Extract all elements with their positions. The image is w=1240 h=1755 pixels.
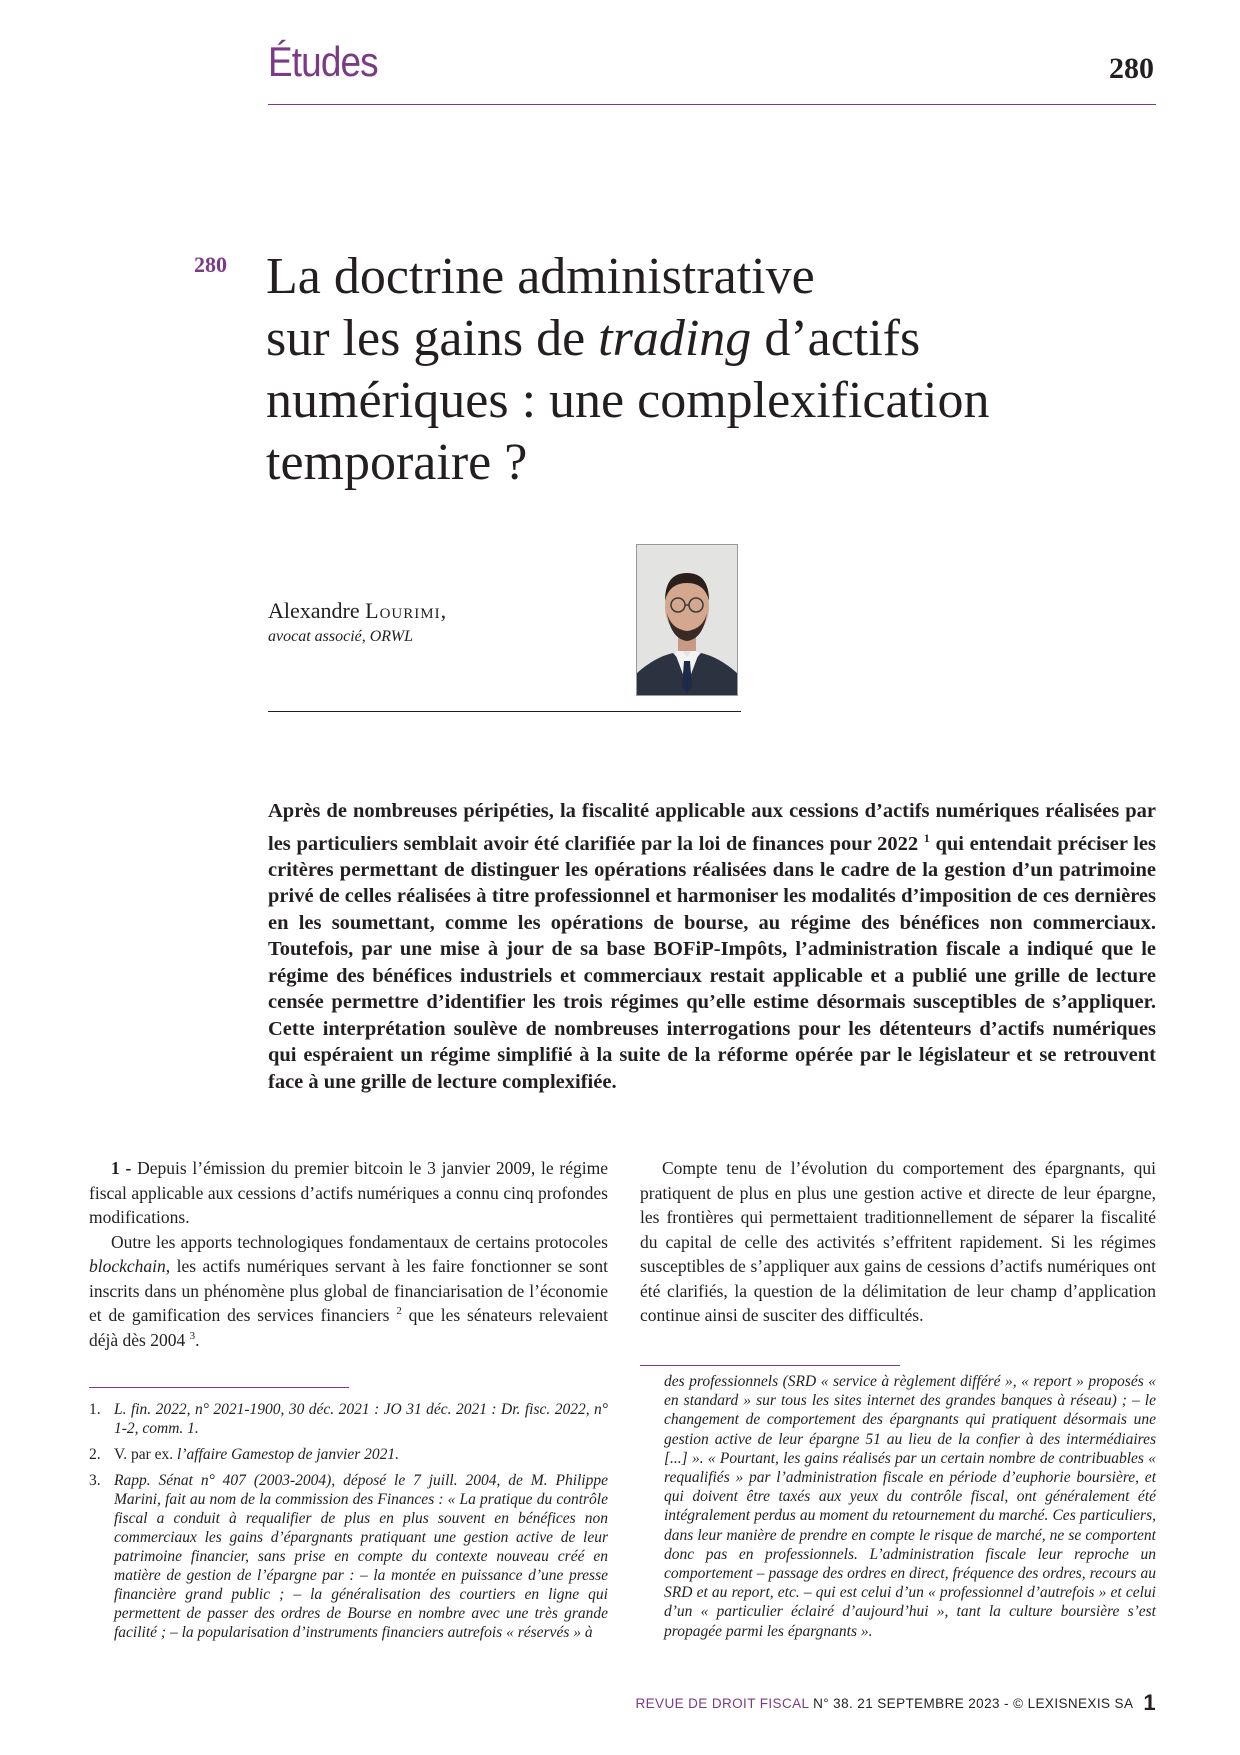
footnote-divider	[640, 1365, 900, 1366]
page-footer	[635, 1690, 1156, 1716]
title-line: La doctrine administrative	[266, 248, 815, 305]
footnote-ref[interactable]: 2	[396, 1305, 402, 1318]
title-line: temporaire ?	[266, 434, 528, 491]
footnote: 3. Rapp. Sénat n° 407 (2003-2004), déposé le 7 juill. 2004, de M. Philippe Marini, fait au nom de la commission des Finances : « La pratique du contrôle fiscal a conduit à requalifier de plus en plus souvent en bénéfices non commerciaux les gains d’épargnants pratiquant une gestion active de leur patrimoine financier, sans prise en compte du contexte nouveau créé en matière de gestion de l’épargne par : – la montée en puissance d’une presse financière grand public ; – la généralisation des courtiers en ligne qui permettent de passer des ordres de Bourse en nombre avec une très grande facilité ; – la popularisation d’instruments financiers autrefois « réservés » à	[89, 1472, 608, 1641]
body-paragraph: Compte tenu de l’évolution du comportement des épargnants, qui pratiquent de plus en plus une gestion active et directe de leur épargne, les frontières qui permettaient traditionnellement de séparer la fiscalité du capital de celle des activités s’effritent rapidement. Si les régimes susceptibles de s’appliquer aux gains de cessions d’actifs numériques ont été clarifiés, la question de la délimitation de leur champ d’application continue ainsi de susciter des difficultés.	[640, 1158, 1156, 1325]
article-number: 280	[194, 252, 227, 277]
footnote-continuation: des professionnels (SRD « service à règlement différé », « report » proposés « en standard » sur tous les sites internet des grandes banques à réseau) ; – le changement de comportement des épargnants qui pratiquent désormais une gestion active de leur épargne 51 au lieu de la confier à des intermédiaires [...] ». « Pourtant, les gains réalisés par un certain nombre de contribuables « requalifiés » par l’administration fiscale en période d’euphorie boursière, et qui doivent être taxés aux yeux du contrôle fiscal, ont généralement été intégralement perdus au moment du retournement du marché. Ces particuliers, dans leur manière de prendre en compte le risque de marché, ne se comportent donc pas en professionnels. L’administration fiscale leur reproche un comportement – passage des ordres en direct, fréquence des ordres, recours au SRD et au report, etc. – qui est celui d’un « professionnel d’autrefois » et celui d’un « particulier éclairé d’aujourd’hui », tant la culture boursière s’est propagée parmi les épargnants ».	[664, 1373, 1156, 1640]
header-divider	[268, 104, 1156, 105]
footer-page-number: 1	[1143, 1690, 1156, 1715]
author-divider	[268, 711, 741, 712]
footnote-divider	[89, 1387, 349, 1388]
footnotes	[89, 1400, 608, 1649]
author-name: Alexandre Lourimi,	[268, 598, 447, 623]
issue-info: N° 38. 21 SEPTEMBRE 2023 - © LEXISNEXIS SA	[808, 1696, 1134, 1711]
author-portrait-icon	[636, 544, 738, 696]
footnote: 2. V. par ex. l’affaire Gamestop de janvier 2021.	[89, 1446, 399, 1463]
abstract: Après de nombreuses péripéties, la fiscalité applicable aux cessions d’actifs numériques réalisées par les particuliers semblait avoir été clarifiée par la loi de finances pour 2022 $^1$ qui entendait préciser les critères permettant de distinguer les opérations réalisées dans le cadre de la gestion d’un patrimoine privé de celles réalisées à titre professionnel et harmoniser les modalités d’imposition de ces dernières en les soumettant, comme les opérations de bourse, au régime des bénéfices non commerciaux. Toutefois, par une mise à jour de sa base BOFiP-Impôts, l’administration fiscale a indiqué que le régime des bénéfices industriels et commerciaux restait applicable et a publié une grille de lecture censée permettre d’identifier les trois régimes qu’elle estime désormais susceptibles de s’appliquer. Cette interprétation soulève de nombreuses interrogations pour les détenteurs d’actifs numériques qui espéraient un régime simplifié à la suite de la réforme opérée par le législateur et se retrouvent face à une grille de lecture complexifiée.	[268, 800, 1157, 1093]
footnote-ref[interactable]: 3	[189, 1329, 196, 1342]
title-line: numériques : une complexification	[266, 372, 990, 429]
footnote: 1. L. fin. 2022, n° 2021-1900, 30 déc. 2021 : JO 31 déc. 2021 : Dr. fisc. 2022, n° 1-2, comm. 1.	[89, 1401, 608, 1437]
header-page-number: 280	[1109, 52, 1154, 85]
body-paragraph: 1 - Depuis l’émission du premier bitcoin le 3 janvier 2009, le régime fiscal applicable aux cessions d’actifs numériques a connu cinq profondes modifications.	[89, 1158, 609, 1227]
journal-name: REVUE DE DROIT FISCAL	[635, 1696, 809, 1711]
footnote-ref[interactable]: 1	[923, 830, 930, 845]
author-role: avocat associé, ORWL	[268, 628, 414, 645]
title-line: sur les gains de trading d’actifs	[266, 310, 921, 367]
paragraph-number: 1 -	[111, 1158, 132, 1178]
body-paragraph: Outre les apports technologiques fondamentaux de certains protocoles blockchain, les actifs numériques servant à les faire fonctionner se sont inscrits dans un phénomène plus global de financiarisation de l’économie et de gamification des services financiers $^2$ que les sénateurs relevaient déjà dès 2004 $^3$.	[89, 1231, 608, 1350]
section-title: Études	[268, 38, 378, 85]
body-column-left	[89, 1156, 608, 1352]
article-title	[266, 246, 1146, 494]
body-column-right	[640, 1156, 1156, 1328]
